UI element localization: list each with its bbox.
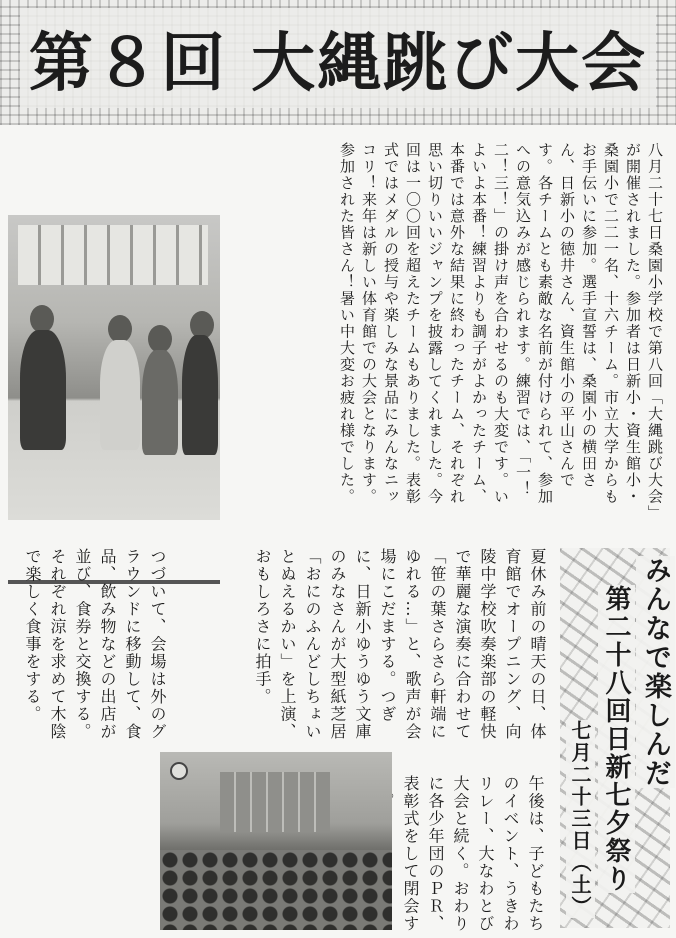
festival-subheading: 第二十八回日新七夕祭り	[598, 585, 635, 893]
article2-text-left: つづいて、会場は外のグラウンドに移動して、食品、飲み物などの出店が並び、食券と交換する。それぞれ涼を求めて木陰で楽しく食事をする。	[23, 548, 167, 741]
page-title: 第８回 大縄跳び大会	[20, 8, 656, 108]
article1-text-right: 八月二十七日桑園小学校で第八回「大縄跳び大会」が開催されました。参加者は日新小・資生館小・桑園小で二二一名、十六チーム。市立大学からもお手伝いに参加。選手宣誓は、桑園小の横田さん、日新小の徳井さん、資生館小の平山さんです。各チームとも素敵な名前が付けられて、参加への意気込みが感じられます。練習では、「一！二！三！」の掛け声を合わせるのも大変です。いよいよ本番！練習よりも調子がよかったチーム、本番では意外な結果に終わったチーム、それぞれ思い切りいいジャンプを披露してくれました。今回は一〇〇回を超えたチームもありました。表彰式ではメダルの授与や楽しみな景品にみんなニッコリ！来年は新しい体育館での大会となります。参加された皆さん！暑い中大変お疲れ様でした。	[338, 142, 664, 514]
title-banner	[0, 0, 676, 125]
stage-backdrop	[220, 772, 330, 832]
audience-crowd	[160, 850, 392, 930]
festival-date: 七月二十三日（土）	[566, 720, 595, 918]
jump-rope-photo	[8, 215, 220, 520]
gym-window	[18, 225, 208, 285]
article2-text-mid: 夏休み前の晴天の日、体育館でオープニング、向陵中学校吹奏楽部の軽快で華麗な演奏に合わせて「笹の葉さらさら軒端にゆれる…」と、歌声が会場にこだまする。つぎに、日新小ゆうゆう文庫のみなさんが大型紙芝居「おにのふんどしちょいとぬえるかい」を上演、おもしろさに拍手。	[253, 548, 547, 741]
wall-clock	[170, 762, 188, 780]
festival-heading: みんなで楽しんだ	[636, 556, 675, 788]
festival-photo	[160, 752, 392, 930]
article2-text-right: 午後は、子どもたちのイベント、うきわリレー、大なわとび大会と続く。おわりに各少年団のＰＲ、表彰式をして閉会す	[401, 775, 545, 933]
